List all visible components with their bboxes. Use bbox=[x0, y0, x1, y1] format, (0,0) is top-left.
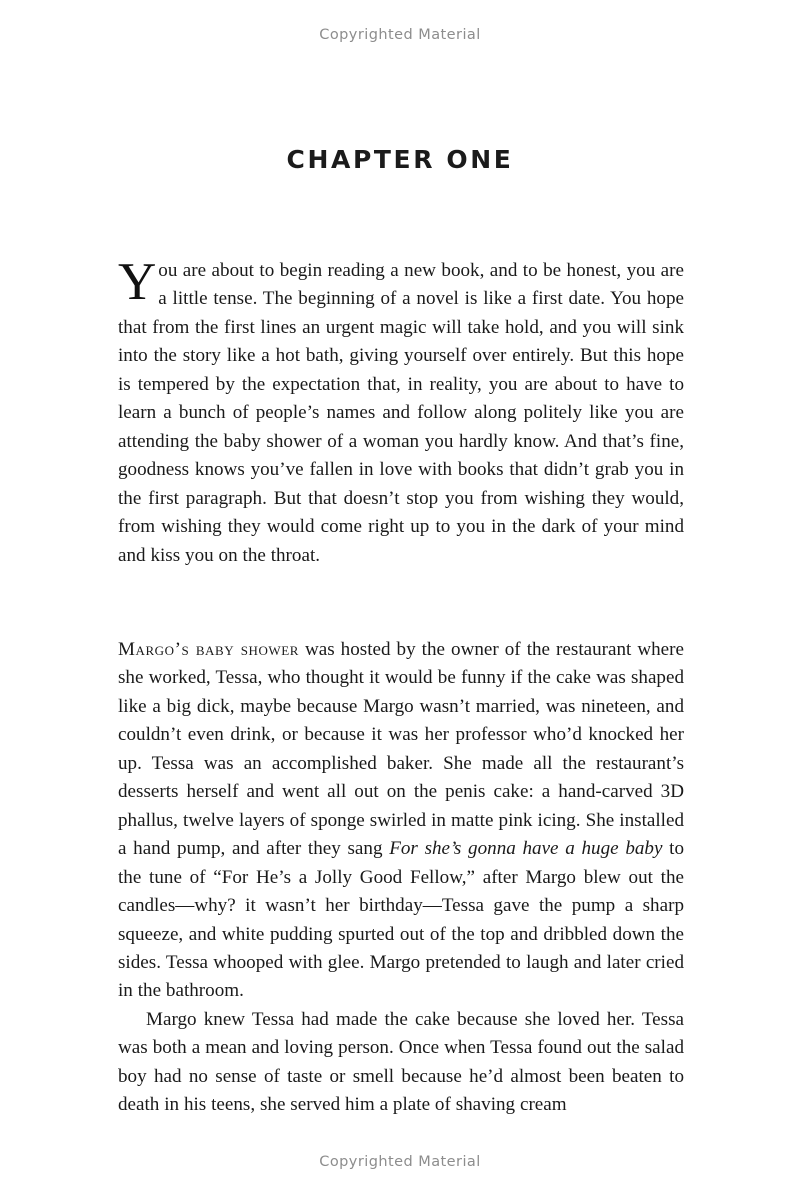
paragraph-opening-text: ou are about to begin reading a new book, and to be honest, you are a little tense. The beginning of a novel is like a first date. You hope that from the first lines an urgent magic will take hold, and you will sink into the story like a hot bath, giving yourself over entirely. But this hope is tempered by the expectation that, in reality, you are about to have to learn a bunch of people’s names and follow along politely like you are attending the baby shower of a woman you hardly know. And that’s fine, goodness knows you’ve fallen in love with books that didn’t grab you in the first paragraph. But that doesn’t stop you from wishing they would, from wishing they would come right up to you in the dark of your mind and kiss you on the throat. bbox=[118, 260, 684, 566]
small-caps-lead: Margo’s baby shower bbox=[118, 638, 299, 660]
paragraph-three-text: Margo knew Tessa had made the cake because she loved her. Tessa was both a mean and loving person. Once when Tessa found out the salad boy had no sense of taste or smell because he’d almost been beaten to death in his teens, she served him a plate of shaving cream bbox=[118, 1008, 684, 1116]
body-text-block bbox=[118, 253, 684, 1120]
paragraph-opening bbox=[118, 253, 684, 570]
copyright-watermark-top: Copyrighted Material bbox=[319, 27, 481, 43]
italic-song-phrase: For she’s gonna have a huge baby bbox=[389, 838, 663, 860]
copyright-watermark-bottom: Copyrighted Material bbox=[319, 1154, 481, 1170]
drop-cap: Y bbox=[118, 253, 157, 311]
paragraph-section-opener bbox=[118, 636, 684, 1006]
chapter-title: CHAPTER ONE bbox=[286, 144, 514, 174]
paragraph-two-text-before-italic: was hosted by the owner of the restaurant where she worked, Tessa, who thought it would be funny if the cake was shaped like a big dick, maybe because Margo wasn’t married, was nineteen, and couldn’t even drink, or because it was her professor who’d knocked her up. Tessa was an accomplished baker. She made all the restaurant’s desserts herself and went all out on the penis cake: a hand-carved 3D phallus, twelve layers of sponge swirled in matte pink icing. She installed a hand pump, and after they sang bbox=[118, 638, 684, 860]
section-break-spacer bbox=[118, 570, 684, 636]
paragraph-two-text-after-italic: to the tune of “For He’s a Jolly Good Fellow,” after Margo blew out the candles—why? it wasn’t her birthday—Tessa gave the pump a sharp squeeze, and white pudding spurted out of the top and dribbled down the sides. Tessa whooped with glee. Margo pretended to laugh and later cried in the bathroom. bbox=[118, 838, 684, 1002]
paragraph-three bbox=[118, 1006, 684, 1120]
